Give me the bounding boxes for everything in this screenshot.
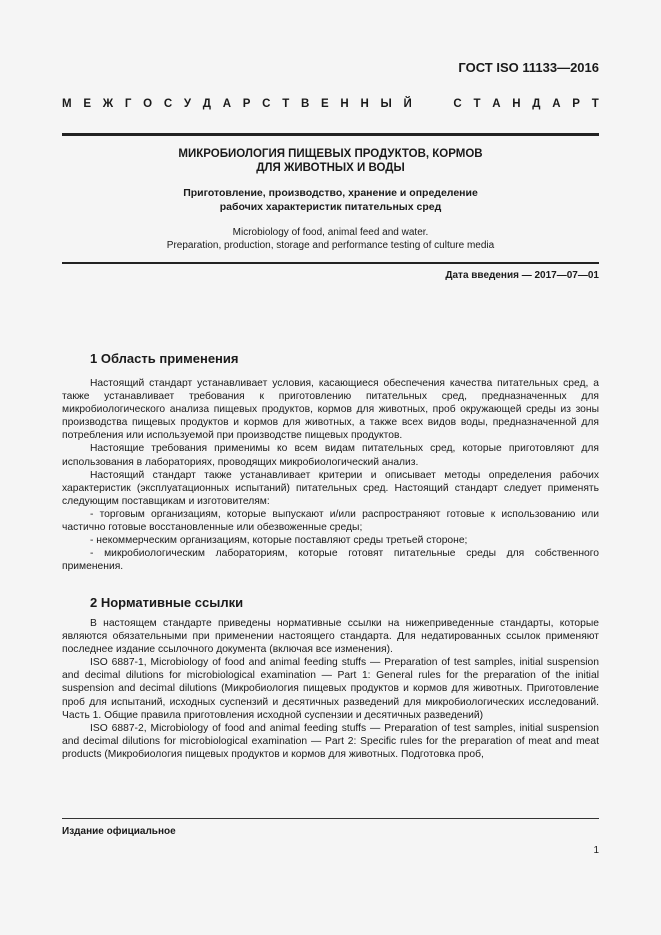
banner-letter: Т (591, 98, 599, 110)
section-1-list-item: - торговым организациям, которые выпускают и/или распространяют готовые к использованию или частично готовые восстановленные или обезвоженные среды; (62, 508, 599, 534)
banner-letter: Р (572, 98, 580, 110)
banner-letter: А (492, 98, 501, 110)
banner-letter (438, 98, 441, 110)
banner-letter: Р (242, 98, 251, 110)
subtitle-line-2: рабочих характеристик питательных сред (219, 201, 442, 213)
banner-letter: А (222, 98, 232, 110)
banner-letter: Е (83, 98, 91, 110)
banner-letter: С (163, 98, 173, 110)
section-1-paragraph: Настоящие требования применимы ко всем видам питательных сред, которые приготовляют для использования в лабораториях, проводящих микробиологический анализ. (62, 443, 599, 468)
section-1-heading: 1 Область применения (90, 351, 239, 366)
banner-letter: А (552, 98, 561, 110)
title-rule (62, 262, 599, 264)
banner-letter: Д (532, 98, 541, 110)
title-line-2: ДЛЯ ЖИВОТНЫХ И ВОДЫ (256, 162, 405, 174)
section-2-paragraph: В настоящем стандарте приведены нормативные ссылки на нижеприведенные стандарты, которые являются обязательными при применении настоящего стандарта. Для недатированных ссылок применяют последнее издание ссылочного документа (включая все изменения). (62, 618, 599, 656)
section-1-list-item: - микробиологическим лабораториям, которые готовят питательные среды для собственного применения. (62, 548, 599, 573)
title-line-1: МИКРОБИОЛОГИЯ ПИЩЕВЫХ ПРОДУКТОВ, КОРМОВ (178, 148, 483, 160)
section-1-paragraph: Настоящий стандарт также устанавливает критерии и описывает методы определения рабочих характеристик (эксплуатационных испытаний) питательных сред. Настоящий стандарт следует применять следующим поставщикам и изготовителям: (62, 469, 599, 507)
banner-letter: Н (360, 98, 369, 110)
section-2-body (62, 617, 599, 761)
banner-letter: Г (124, 98, 132, 110)
section-2-reference: ISO 6887-2, Microbiology of food and animal feeding stuffs — Preparation of test samples, initial suspension and decimal dilutions for microbiological examination — Part 2: Specific rules for the preparation of meat and meat products (Микробиология пищевых продуктов и кормов для животных. Подготовка проб, (62, 722, 599, 760)
banner-letter: Й (403, 98, 412, 110)
banner-letter: У (183, 98, 192, 110)
interstate-standard-banner (62, 98, 599, 110)
banner-letter: Н (512, 98, 521, 110)
section-1-body (62, 377, 599, 573)
banner-letter: Н (340, 98, 349, 110)
section-2-reference: ISO 6887-1, Microbiology of food and animal feeding stuffs — Preparation of test samples, initial suspension and decimal dilutions for microbiological examination — Part 1: General rules for the preparation of the initial suspension and decimal dilutions (Микробиология пищевых продуктов и кормов для животных. Приготовление проб для испытаний, исходных суспензий и десятичных разведений для микробиологических исследований. Часть 1. Общие правила приготовления исходной суспензии и десятичных разведений) (62, 657, 599, 721)
banner-letter: Ж (102, 98, 114, 110)
banner-letter: Ы (380, 98, 392, 110)
page-number: 1 (593, 845, 599, 856)
banner-letter: С (453, 98, 462, 110)
section-1-paragraph: Настоящий стандарт устанавливает условия, касающиеся обеспечения качества питательных сред, а также устанавливает требования к приготовлению питательных сред, предназначенных для микробиологического анализа пищевых продуктов, кормов для животных, проб окружающей среды из зоны производства пищевых продуктов и кормов для животных, а также всех видов воды, предназначенной для потребления или используемой при производстве пищевых продуктов. (62, 378, 599, 442)
standard-code: ГОСТ ISO 11133—2016 (458, 60, 599, 75)
footer-rule (62, 818, 599, 819)
section-2-heading: 2 Нормативные ссылки (90, 595, 244, 610)
banner-letter (424, 98, 427, 110)
official-edition-label: Издание официальное (62, 826, 176, 837)
banner-letter: Д (202, 98, 211, 110)
english-title (62, 226, 599, 252)
section-1-list-item: - некоммерческим организациям, которые поставляют среды третьей стороне; (90, 535, 468, 547)
banner-letter: Е (321, 98, 329, 110)
subtitle-line-1: Приготовление, производство, хранение и определение (183, 187, 478, 199)
banner-letter: С (262, 98, 271, 110)
document-title (62, 147, 599, 175)
english-title-line-1: Microbiology of food, animal feed and water. (232, 227, 429, 238)
banner-letter: О (143, 98, 153, 110)
english-title-line-2: Preparation, production, storage and performance testing of culture media (166, 240, 495, 251)
banner-letter: Т (473, 98, 481, 110)
banner-letter: М (62, 98, 72, 110)
banner-letter: В (300, 98, 310, 110)
header-rule (62, 133, 599, 136)
banner-letter: Т (282, 98, 290, 110)
introduction-date: Дата введения — 2017—07—01 (445, 270, 599, 281)
document-subtitle (62, 186, 599, 214)
